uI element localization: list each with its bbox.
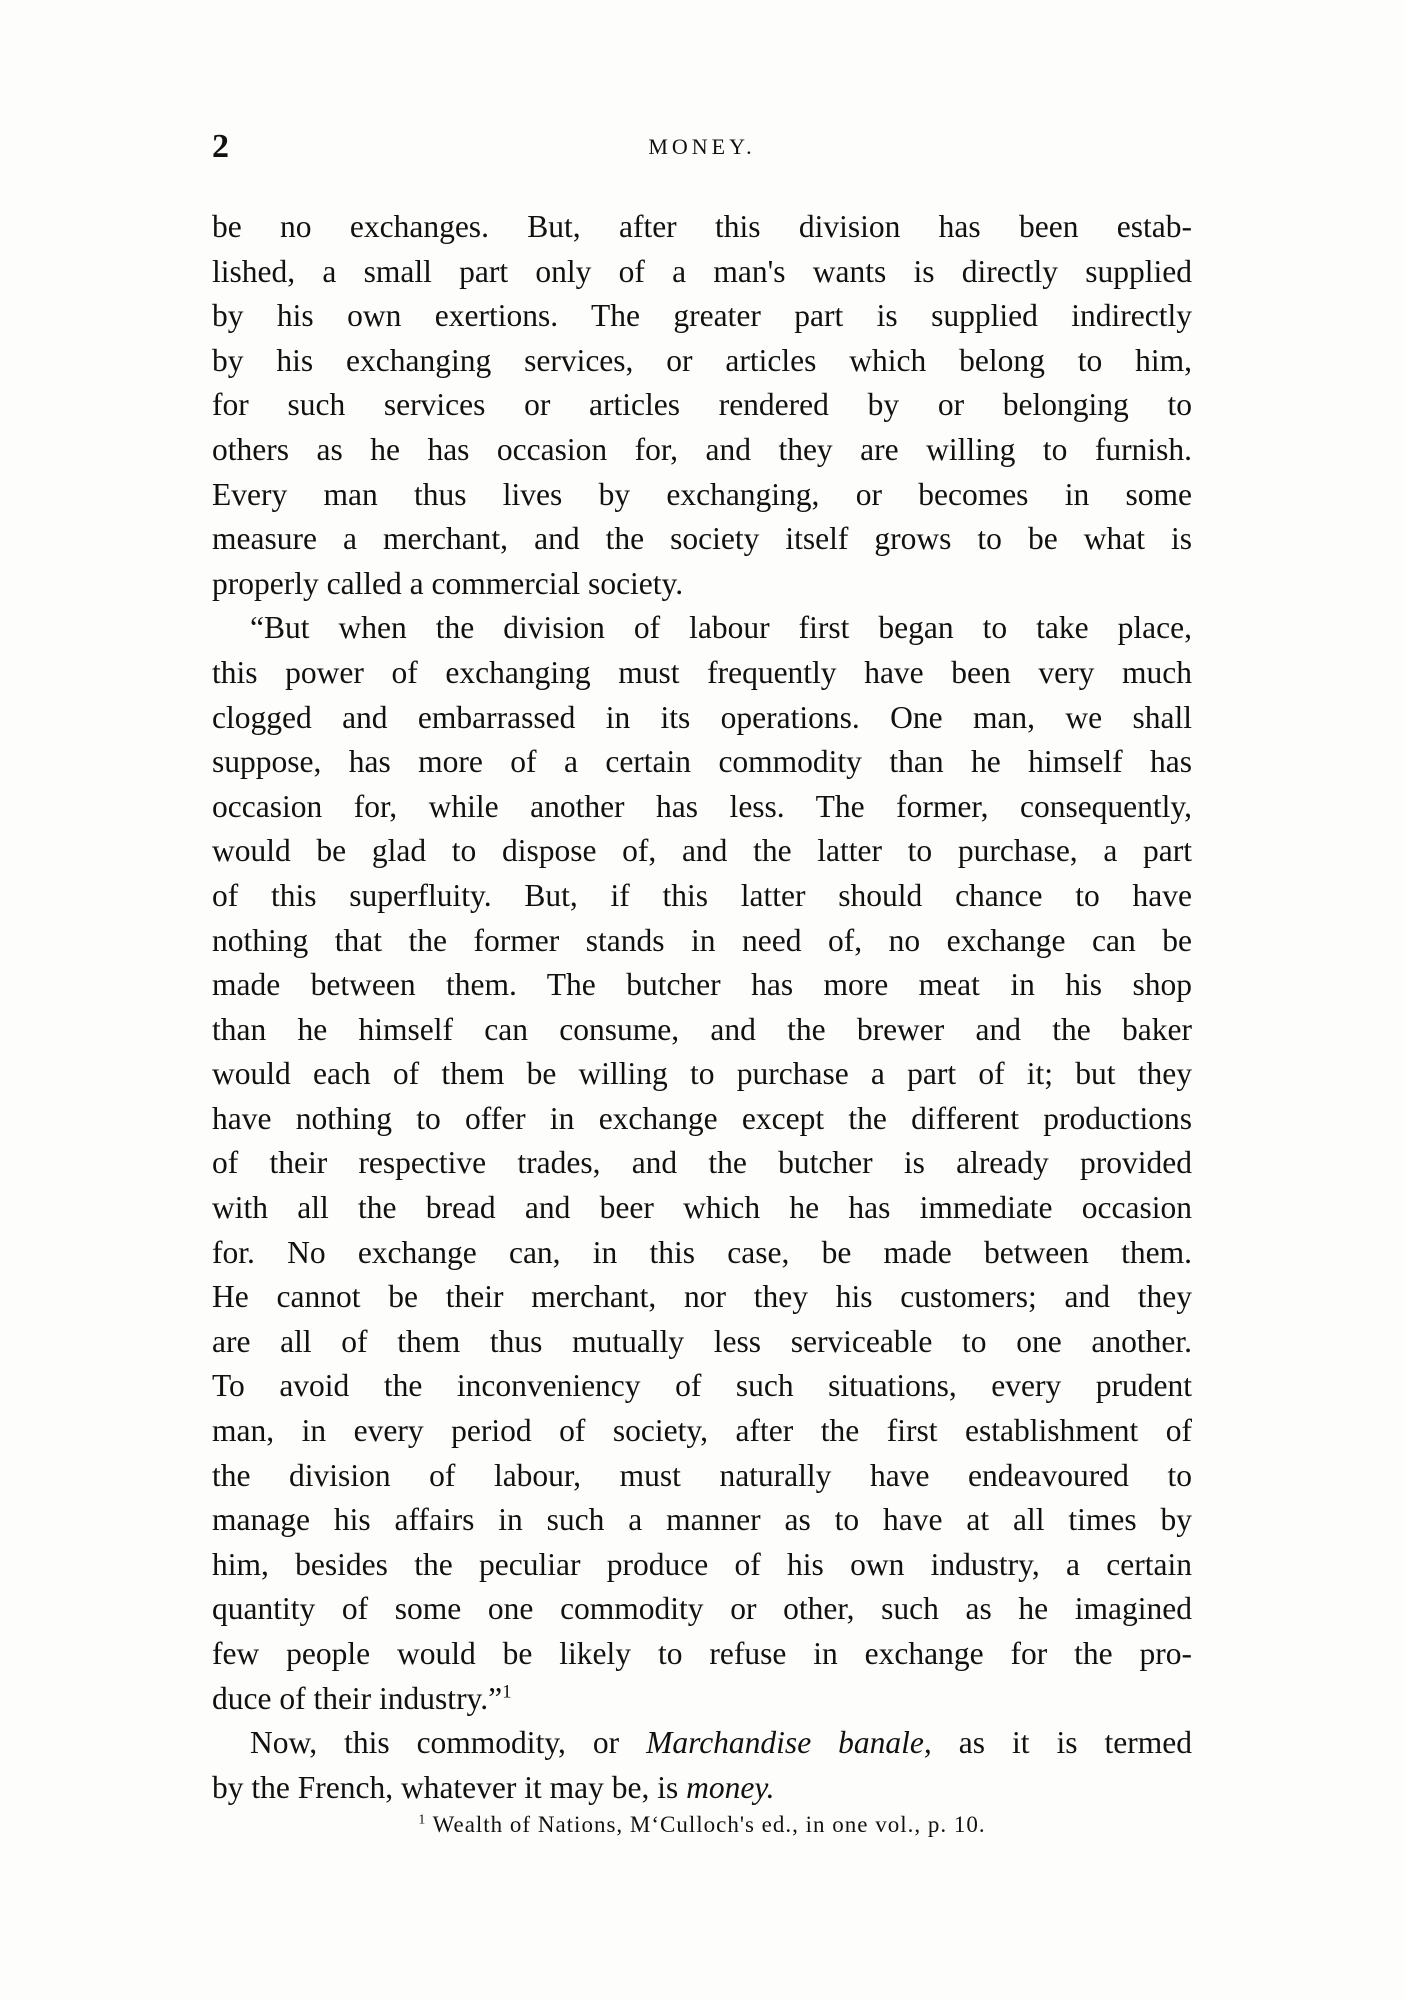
text-line: have nothing to offer in exchange except the different productions	[212, 1100, 1192, 1136]
text-line: be no exchanges. But, after this division has been estab-	[212, 209, 1192, 244]
text-line: He cannot be their merchant, nor they his customers; and they	[212, 1279, 1192, 1315]
text-line: nothing that the former stands in need of, no exchange can be	[212, 922, 1192, 958]
text-line: occasion for, while another has less. The former, consequently,	[212, 788, 1192, 824]
text-line: for such services or articles rendered by or belonging to	[212, 387, 1192, 423]
text-line: by the French, whatever it may be, is money.	[212, 1769, 775, 1805]
text-line: properly called a commercial society.	[212, 565, 684, 601]
text-line: others as he has occasion for, and they are willing to furnish.	[212, 431, 1192, 467]
text-line: man, in every period of society, after the first establishment of	[212, 1413, 1192, 1449]
text-line: suppose, has more of a certain commodity than he himself has	[212, 744, 1192, 780]
text-line: the division of labour, must naturally have endeavoured to	[212, 1457, 1192, 1493]
text-line: lished, a small part only of a man's wants is directly supplied	[212, 253, 1192, 289]
text-line: duce of their industry.”$^1$	[212, 1680, 512, 1716]
text-line: by his exchanging services, or articles which belong to him,	[212, 342, 1192, 378]
text-line: few people would be likely to refuse in exchange for the pro-	[212, 1636, 1192, 1671]
footnote-text: Wealth of Nations, M‘Culloch's ed., in one vol., p. 10.	[426, 1812, 986, 1837]
text-line: this power of exchanging must frequently have been very much	[212, 654, 1192, 690]
footnote-marker: 1	[418, 1811, 427, 1827]
paragraph-3	[212, 1721, 1192, 1810]
text-line: by his own exertions. The greater part is supplied indirectly	[212, 298, 1192, 334]
text-line: quantity of some one commodity or other, such as he imagined	[212, 1591, 1192, 1627]
italic-phrase: Marchandise banale,	[646, 1725, 932, 1761]
text-line: made between them. The butcher has more meat in his shop	[212, 967, 1192, 1003]
footnote-reference: 1	[502, 1681, 512, 1703]
paragraph-1	[212, 205, 1192, 606]
text-line: manage his affairs in such a manner as to have at all times by	[212, 1502, 1192, 1538]
text-line: To avoid the inconveniency of such situations, every prudent	[212, 1368, 1192, 1404]
text-line: “But when the division of labour first began to take place,	[250, 610, 1192, 646]
text-line: of this superfluity. But, if this latter should chance to have	[212, 877, 1192, 913]
text-line: clogged and embarrassed in its operations. One man, we shall	[212, 699, 1192, 735]
text-line: him, besides the peculiar produce of his own industry, a certain	[212, 1546, 1192, 1582]
page-number: 2	[212, 128, 229, 165]
text-line: would be glad to dispose of, and the latter to purchase, a part	[212, 833, 1192, 869]
text-line: for. No exchange can, in this case, be made between them.	[212, 1234, 1192, 1270]
paragraph-2-quotation	[212, 606, 1192, 1721]
page-header	[212, 128, 1192, 168]
text-line: are all of them thus mutually less serviceable to one another.	[212, 1323, 1192, 1359]
text-line: with all the bread and beer which he has immediate occasion	[212, 1190, 1192, 1226]
body-text	[212, 205, 1192, 1810]
footnote	[0, 1812, 1404, 1838]
text-line: of their respective trades, and the butcher is already provided	[212, 1145, 1192, 1181]
text-line: measure a merchant, and the society itself grows to be what is	[212, 521, 1192, 557]
italic-word: money.	[686, 1769, 775, 1805]
text-line: would each of them be willing to purchase a part of it; but they	[212, 1056, 1192, 1092]
text-line: Now, this commodity, or Marchandise banale, as it is termed	[250, 1725, 1192, 1761]
text-line: than he himself can consume, and the brewer and the baker	[212, 1011, 1192, 1047]
text-line: Every man thus lives by exchanging, or becomes in some	[212, 476, 1192, 512]
running-head: MONEY.	[648, 134, 756, 159]
